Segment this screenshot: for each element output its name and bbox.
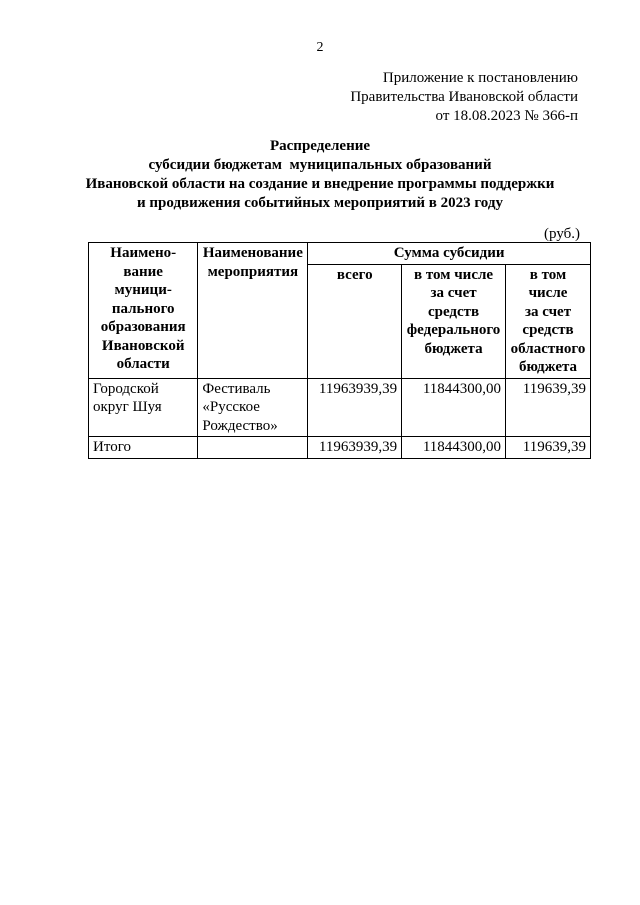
cell-federal: 11844300,00 <box>402 378 506 437</box>
header-event: Наименование мероприятия <box>198 243 308 379</box>
header-federal: в том числе за счет средств федерального бюджета <box>402 264 506 378</box>
cell-regional: 119639,39 <box>506 378 591 437</box>
page-number: 2 <box>316 40 324 55</box>
cell-municipality: Городской округ Шуя <box>89 378 198 437</box>
title-line-4: и продвижения событийных мероприятий в 2023 году <box>137 195 503 211</box>
header-municipality: Наимено- вание муници- пального образования Ивановской области <box>89 243 198 379</box>
subsidy-table <box>88 242 591 459</box>
title-line-1: Распределение <box>269 138 371 154</box>
title-line-2: субсидии бюджетам муниципальных образований <box>148 157 492 173</box>
header-subsidy-sum: Сумма субсидии <box>308 243 591 265</box>
annex-line-1: Приложение к постановлению <box>382 70 578 86</box>
cell-total: 11963939,39 <box>308 378 402 437</box>
currency-unit: (руб.) <box>544 226 580 242</box>
totals-total: 11963939,39 <box>308 437 402 459</box>
totals-row <box>89 437 591 459</box>
annex-line-3: от 18.08.2023 № 366-п <box>435 108 578 124</box>
title-line-3: Ивановской области на создание и внедрение программы поддержки <box>85 176 555 192</box>
document-title <box>60 137 580 213</box>
totals-federal: 11844300,00 <box>402 437 506 459</box>
header-regional: в том числе за счет средств областного бюджета <box>506 264 591 378</box>
header-row-1 <box>89 243 591 265</box>
header-total: всего <box>308 264 402 378</box>
cell-event: Фестиваль «Русское Рождество» <box>198 378 308 437</box>
table-row <box>89 378 591 437</box>
totals-label: Итого <box>89 437 198 459</box>
annex-line-2: Правительства Ивановской области <box>350 89 578 105</box>
annex-header <box>350 69 578 126</box>
totals-regional: 119639,39 <box>506 437 591 459</box>
totals-event <box>198 437 308 459</box>
